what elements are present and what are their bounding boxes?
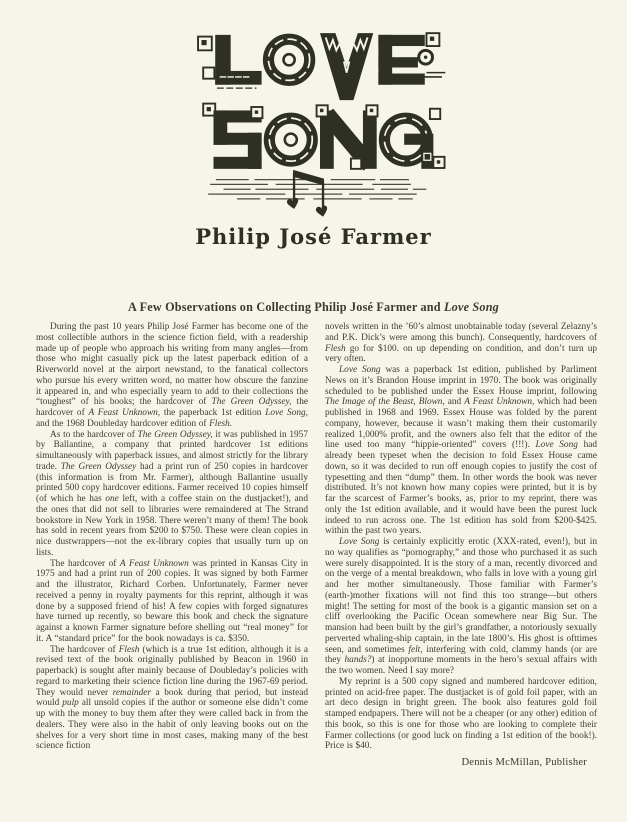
logo-letter-o1 (268, 39, 309, 80)
logo-letter-e (378, 33, 445, 85)
logo-letter-o2 (269, 118, 312, 161)
paragraph: As to the hardcover of The Green Odyssey, it was published in 1957 by Ballantine, a company that printed hardcover 1st editions simultaneously with paperback issues, and almost strictly for the library trade. The Green Odyssey had a print run of 250 copies in hardcover (this information is from Mr. Farmer), although Ballantine usually printed 500 copy hardcover editions. Farmer received 10 copies himself (of which he has one left, with a coffee stain on the dustjacket!), and the ones that did not sell to libraries were remaindered at The Strand bookstore in New York in 1958. There weren’t many of them! The book has sold in recent years from $200 to $750. These were clean copies in nice dustwrappers—not the ex-library copies that usually turn up on lists. (36, 429, 308, 558)
author-title: Philip José Farmer (195, 224, 432, 249)
body-columns (36, 322, 597, 768)
publisher-signature: Dennis McMillan, Publisher (461, 757, 587, 768)
logo-letter-n (316, 105, 377, 169)
essay-heading: A Few Observations on Collecting Philip José Farmer and Love Song (128, 300, 499, 314)
paragraph: Love Song is certainly explicitly erotic (XXX-rated, even!), but in no way qualifies as “pornography,” and those who purchased it as such were surely disappointed. It is the story of a man, recently divorced and on the verge of a mental breakdown, who falls in love with a young girl and her mother simultaneously. Those familiar with Farmer’s (earth-)mother fixations will not find this too strange—but others might! The setting for most of the book is a gigantic mansion set on a cliff overlooking the Pacific Ocean somewhere near Big Sur. The mansion had been built by the girl’s grandfather, a notoriously sexually perverted whaling-ship captain, in the late 1800’s. His ghost is ofttimes seen, and sometimes felt, interfering with cold, clammy hands (or are they hands?) at inopportune moments in the hero’s sexual affairs with the two women. Need I say more? (325, 537, 597, 676)
paragraph: During the past 10 years Philip José Farmer has become one of the most collectible authors in the science fiction field, with a readership made up of people who approach his writing from many angles—from those who might casually pick up the latest paperback edition of a Riverworld novel at the airport newstand, to the fanatical collectors who pursue his every written word, no matter how obscure the fanzine it appeared in, and who especially yearn to add to their collections the “toughest” of his books; the hardcover of The Green Odyssey, the hardcover of A Feast Unknown, the paperback 1st edition Love Song, and the 1968 Doubleday hardcover edition of Flesh. (36, 322, 309, 429)
logo-letter-l (198, 35, 262, 88)
logo-letter-g (384, 109, 444, 169)
love-song-logo (191, 28, 449, 174)
musical-note-icon (206, 168, 441, 224)
right-column (325, 322, 597, 768)
logo-letter-s (203, 104, 262, 169)
paragraph: The hardcover of Flesh (which is a true 1st edition, although it is a revised text of the book originally published by Beacon in 1960 in paperback) is sought after mainly because of Doubleday’s policies with regard to marketing their science fiction line during the 1967-69 period. They would never remainder a book during that period, but instead would pulp all unsold copies if the author or someone else didn’t come up with the money to buy them after they were called back in from the dealers. They were also in the habit of only leaving books out on the shelves for a very short time in most cases, making many of the best science fiction (36, 644, 308, 752)
right-column-text (325, 322, 597, 752)
paragraph: The hardcover of A Feast Unknown was printed in Kansas City in 1975 and had a print run of 200 copies. It was signed by both Farmer and the illustrator, Richard Corben. Unfortunately, Farmer never received a penny in royalty payments for this reprint, although it was done by a supposed friend of his! A few copies with forged signatures have turned up recently, so beware this book and check the signature against a known Farmer signature before shelling out “real money” for it. A “standard price” for the book nowadays is ca. $350. (36, 558, 308, 644)
paragraph: My reprint is a 500 copy signed and numbered hardcover edition, printed on acid-free paper. The dustjacket is of gold foil paper, with an art deco design in bright green. The book also features gold foil stamped endpapers. There will not be a cheaper (or any other) edition of this book, so this is one for those who are looking to complete their Farmer collections (or good luck on finding a 1st edition of the book!). Price is $40. (325, 676, 597, 752)
paragraph: Love Song was a paperback 1st edition, published by Parliment News on it’s Brandon House imprint in 1970. The book was originally scheduled to be published under the Essex House imprint, following The Image of the Beast, Blown, and A Feast Unknown, which had been published in 1968 and 1969. Essex House was folded by the parent company, however, because it wasn’t making them their customarily realized 1,000% profit, and the owners also felt that the editor of the line used too many “hippie-oriented” covers (!!!). Love Song had already been typeset when the decision to fold Essex House came down, so it was decided to run off enough copies to justify the cost of typesetting and then “dump” them. In other words the book was never distributed. It’s not known how many copies were printed, but it is by far the scarcest of Farmer’s books, as, prior to my reprint, there was only the 1st edition available, and it would have been the purest luck indeed to run across one. The 1st edition has sold from $200-$425. within the past two years. (325, 365, 597, 537)
left-column (36, 322, 308, 768)
paragraph: novels written in the ’60’s almost unobtainable today (several Zelazny’s and P.K. Dick’s were among this bunch). Consequently, hardcovers of Flesh go for $100. on up depending on condition, and don’t turn up very often. (325, 322, 597, 365)
logo-letter-v (320, 33, 373, 100)
